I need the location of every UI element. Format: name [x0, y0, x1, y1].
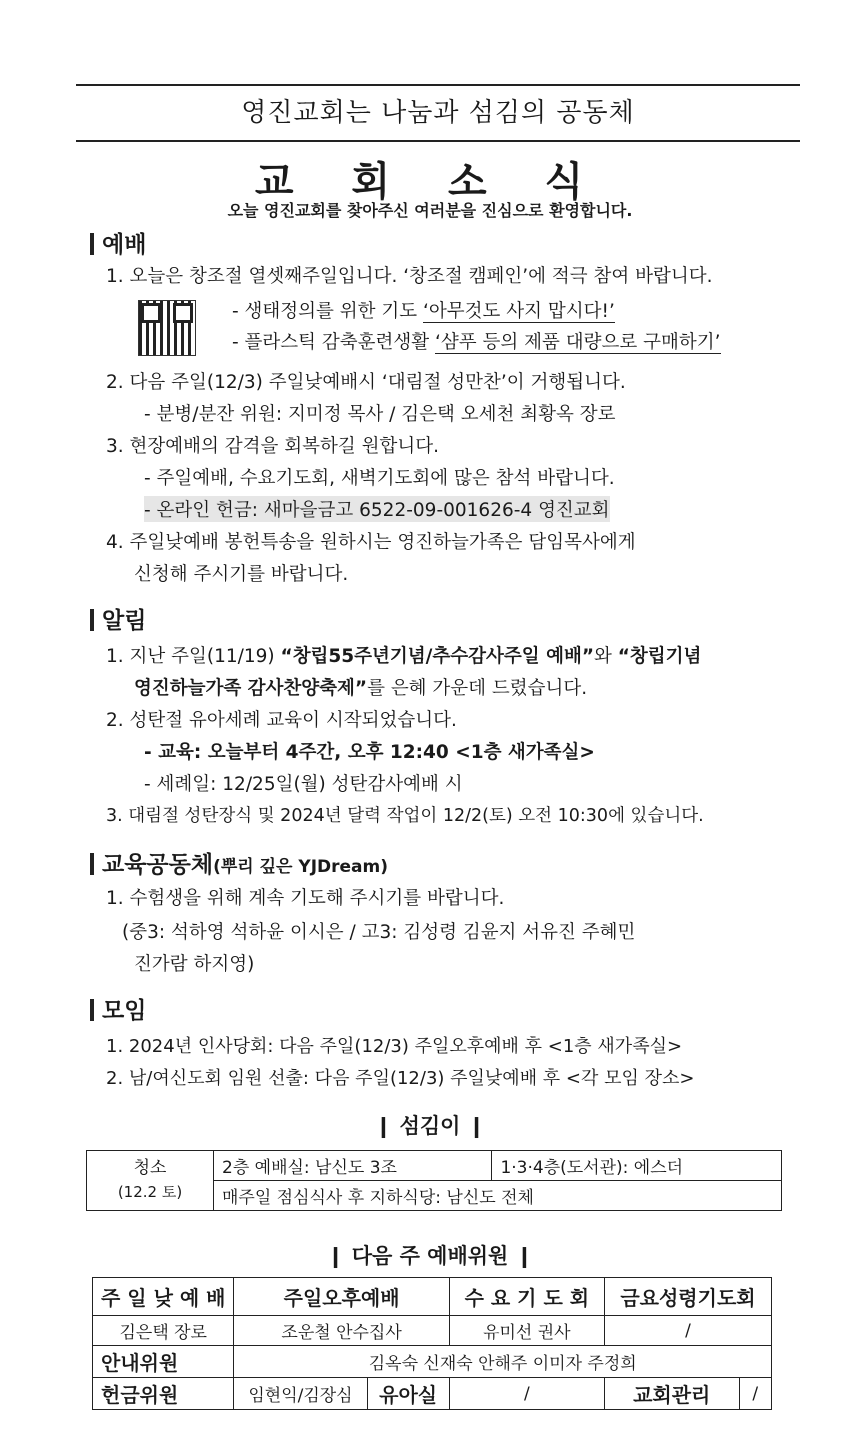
education-students-2: 진가람 하지영) — [134, 954, 255, 975]
committee-title: ❙ 다음 주 예배위원 ❙ — [326, 1244, 534, 1268]
service-title: ❙ 섬김이 ❙ — [374, 1114, 486, 1138]
offering-names: 임현익/김장심 — [234, 1378, 367, 1410]
service-table — [86, 1150, 782, 1211]
meeting-item-1: 1. 2024년 인사당회: 다음 주일(12/3) 주일오후예배 후 <1층 새가족실> — [106, 1036, 683, 1057]
motto-rule — [76, 140, 800, 142]
meeting-item-2: 2. 남/여신도회 임원 선출: 다음 주일(12/3) 주일낮예배 후 <각 모임 장소> — [106, 1068, 695, 1089]
notice-item-1: 1. 지난 주일(11/19) “창립55주년기념/추수감사주일 예배”와 “창립기념 — [106, 646, 702, 667]
worship-item-2: 2. 다음 주일(12/3) 주일낮예배시 ‘대림절 성만찬’이 거행됩니다. — [106, 372, 626, 393]
campaign-2: - 플라스틱 감축훈련생활 ‘샴푸 등의 제품 대량으로 구매하기’ — [232, 332, 721, 353]
notice-item-2-detail-2: - 세례일: 12/25일(월) 성탄감사예배 시 — [144, 774, 463, 795]
header-sunday-service: 주 일 낮 예 배 — [93, 1278, 234, 1316]
leader-afternoon: 조운철 안수집사 — [234, 1316, 449, 1346]
online-offering-account: - 온라인 헌금: 새마을금고 6522-09-001626-4 영진교회 — [144, 496, 610, 522]
usher-label: 안내위원 — [93, 1346, 234, 1378]
campaign-1: - 생태정의를 위한 기도 ‘아무것도 사지 맙시다!’ — [232, 301, 615, 322]
committee-usher-row — [93, 1346, 772, 1378]
management-label: 교회관리 — [604, 1378, 739, 1410]
welcome-text: 오늘 영진교회를 찾아주신 여러분을 진심으로 환영합니다. — [227, 201, 633, 220]
worship-item-4-cont: 신청해 주시기를 바랍니다. — [134, 564, 349, 585]
management-value: / — [739, 1378, 772, 1410]
header-sunday-afternoon: 주일오후예배 — [234, 1278, 449, 1316]
header-friday-prayer: 금요성령기도회 — [604, 1278, 771, 1316]
section-worship-heading: 예배 — [90, 226, 146, 259]
notice-item-1-cont: 영진하늘가족 감사찬양축제”를 은혜 가운데 드렸습니다. — [134, 678, 588, 699]
service-cell-2: 1·3·4층(도서관): 에스더 — [492, 1151, 782, 1181]
nursery-value: / — [449, 1378, 604, 1410]
church-motto: 영진교회는 나눔과 섬김의 공동체 — [241, 98, 635, 128]
committee-table — [92, 1277, 772, 1410]
usher-names: 김옥숙 신재숙 안해주 이미자 주정희 — [234, 1346, 772, 1378]
section-meeting-heading: 모임 — [90, 992, 146, 1025]
leader-sunday: 김은택 장로 — [93, 1316, 234, 1346]
worship-item-1: 1. 오늘은 창조절 열셋째주일입니다. ‘창조절 캠페인’에 적극 참여 바랍니다. — [106, 266, 713, 287]
top-rule — [76, 84, 800, 86]
page-title: 교 회 소 식 — [254, 159, 606, 205]
education-students-1: (중3: 석하영 석하윤 이시은 / 고3: 김성령 김윤지 서유진 주혜민 — [122, 922, 636, 943]
service-cleaning-label: 청소 (12.2 토) — [87, 1151, 214, 1211]
leader-friday: / — [604, 1316, 771, 1346]
worship-item-2-detail: - 분병/분잔 위원: 지미정 목사 / 김은택 오세천 최황옥 장로 — [144, 404, 616, 425]
service-cell-1: 2층 예배실: 남신도 3조 — [214, 1151, 492, 1181]
worship-item-4: 4. 주일낮예배 봉헌특송을 원하시는 영진하늘가족은 담임목사에게 — [106, 532, 636, 553]
committee-header-row — [93, 1278, 772, 1316]
section-education-heading: 교육공동체(뿌리 깊은 YJDream) — [90, 846, 388, 879]
worship-item-3: 3. 현장예배의 감격을 회복하길 원합니다. — [106, 436, 439, 457]
service-cell-3: 매주일 점심식사 후 지하식당: 남신도 전체 — [214, 1181, 782, 1211]
notice-item-2: 2. 성탄절 유아세례 교육이 시작되었습니다. — [106, 710, 457, 731]
notice-item-3: 3. 대림절 성탄장식 및 2024년 달력 작업이 12/2(토) 오전 10:30에 있습니다. — [106, 806, 704, 826]
section-notice-heading: 알림 — [90, 602, 146, 635]
qr-code-icon[interactable] — [138, 300, 196, 356]
notice-item-2-detail-1: - 교육: 오늘부터 4주간, 오후 12:40 <1층 새가족실> — [144, 742, 595, 763]
offering-label: 헌금위원 — [93, 1378, 234, 1410]
committee-leader-row — [93, 1316, 772, 1346]
leader-wednesday: 유미선 권사 — [449, 1316, 604, 1346]
committee-offering-row — [93, 1378, 772, 1410]
education-item-1: 1. 수험생을 위해 계속 기도해 주시기를 바랍니다. — [106, 888, 505, 909]
worship-item-3-detail-1: - 주일예배, 수요기도회, 새벽기도회에 많은 참석 바랍니다. — [144, 468, 615, 489]
nursery-label: 유아실 — [367, 1378, 449, 1410]
header-wednesday-prayer: 수 요 기 도 회 — [449, 1278, 604, 1316]
